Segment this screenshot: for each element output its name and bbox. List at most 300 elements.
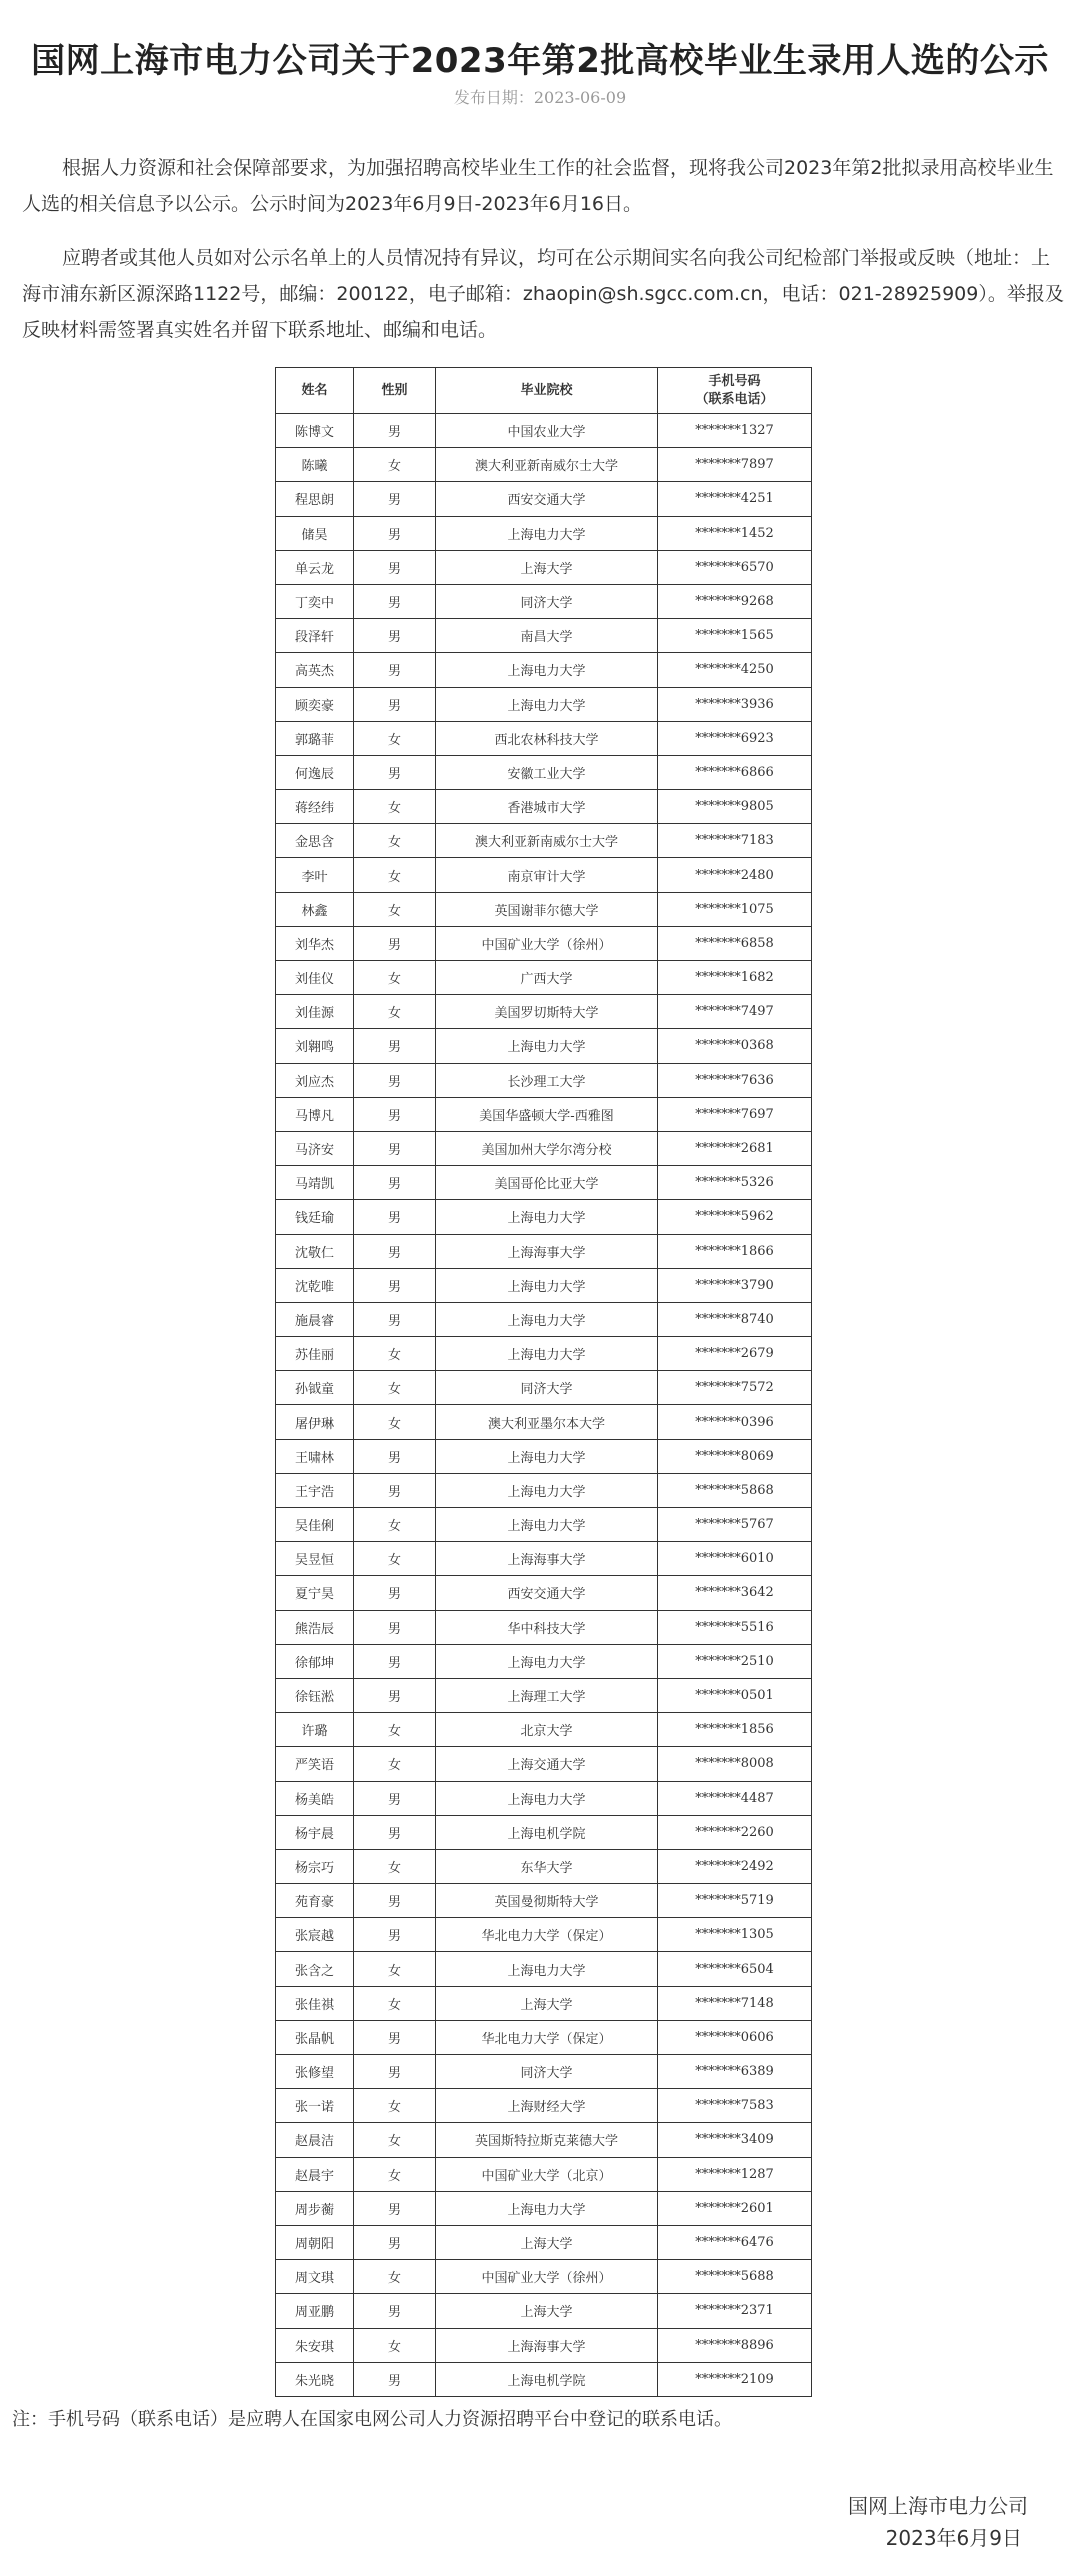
cell-name: 朱安琪: [276, 2328, 354, 2362]
cell-name: 何逸辰: [276, 755, 354, 789]
cell-school: 上海电力大学: [436, 516, 658, 550]
cell-gender: 男: [354, 755, 436, 789]
cell-school: 中国矿业大学（徐州）: [436, 2260, 658, 2294]
cell-gender: 女: [354, 1405, 436, 1439]
cell-gender: 男: [354, 1678, 436, 1712]
cell-name: 许璐: [276, 1713, 354, 1747]
intro-paragraph-2: 应聘者或其他人员如对公示名单上的人员情况持有异议，均可在公示期间实名向我公司纪检部门举报或反映（地址：上海市浦东新区源深路1122号，邮编：200122，电子邮箱：zhaopin@sh.sgcc.com.cn，电话：021-28925909）。举报及反映材料需签署真实姓名并留下联系地址、邮编和电话。: [22, 247, 1064, 341]
cell-gender: 男: [354, 1302, 436, 1336]
cell-gender: 男: [354, 584, 436, 618]
cell-school: 上海电力大学: [436, 1644, 658, 1678]
cell-phone: *******6504: [658, 1952, 812, 1986]
cell-name: 张修望: [276, 2055, 354, 2089]
cell-gender: 女: [354, 2123, 436, 2157]
cell-school: 上海电力大学: [436, 653, 658, 687]
cell-school: 上海电力大学: [436, 1439, 658, 1473]
cell-gender: 女: [354, 2328, 436, 2362]
cell-phone: *******8740: [658, 1302, 812, 1336]
cell-phone: *******1856: [658, 1713, 812, 1747]
table-row: [276, 858, 812, 892]
cell-phone: *******7636: [658, 1063, 812, 1097]
table-row: [276, 2260, 812, 2294]
cell-school: 上海电力大学: [436, 1029, 658, 1063]
cell-name: 张晶帆: [276, 2020, 354, 2054]
cell-phone: *******2260: [658, 1815, 812, 1849]
cell-name: 周亚鹏: [276, 2294, 354, 2328]
cell-phone: *******2480: [658, 858, 812, 892]
cell-school: 西安交通大学: [436, 1576, 658, 1610]
cell-gender: 男: [354, 1200, 436, 1234]
cell-name: 单云龙: [276, 550, 354, 584]
cell-name: 郭璐菲: [276, 721, 354, 755]
table-row: [276, 1439, 812, 1473]
cell-school: 长沙理工大学: [436, 1063, 658, 1097]
cell-phone: *******1682: [658, 961, 812, 995]
cell-gender: 男: [354, 1918, 436, 1952]
cell-school: 上海大学: [436, 2225, 658, 2259]
cell-gender: 女: [354, 961, 436, 995]
cell-gender: 男: [354, 550, 436, 584]
cell-name: 张佳祺: [276, 1986, 354, 2020]
table-row: [276, 2294, 812, 2328]
cell-gender: 男: [354, 1781, 436, 1815]
intro-paragraph-1: 根据人力资源和社会保障部要求，为加强招聘高校毕业生工作的社会监督，现将我公司2023年第2批拟录用高校毕业生人选的相关信息予以公示。公示时间为2023年6月9日-2023年6月16日。: [22, 157, 1054, 215]
cell-phone: *******8896: [658, 2328, 812, 2362]
cell-gender: 男: [354, 2020, 436, 2054]
table-row: [276, 755, 812, 789]
cell-name: 熊浩辰: [276, 1610, 354, 1644]
cell-phone: *******1452: [658, 516, 812, 550]
cell-phone: *******3790: [658, 1268, 812, 1302]
cell-name: 刘翱鸣: [276, 1029, 354, 1063]
cell-name: 金思含: [276, 824, 354, 858]
table-row: [276, 1473, 812, 1507]
cell-phone: *******7572: [658, 1371, 812, 1405]
table-row: [276, 1337, 812, 1371]
cell-phone: *******4250: [658, 653, 812, 687]
cell-gender: 男: [354, 687, 436, 721]
table-row: [276, 619, 812, 653]
table-row: [276, 1781, 812, 1815]
table-row: [276, 1918, 812, 1952]
table-row: [276, 1542, 812, 1576]
table-row: [276, 926, 812, 960]
publish-date: [0, 85, 1080, 108]
cell-phone: *******1305: [658, 1918, 812, 1952]
cell-phone: *******2510: [658, 1644, 812, 1678]
cell-name: 屠伊琳: [276, 1405, 354, 1439]
footer-organization: 国网上海市电力公司: [848, 2494, 1028, 2518]
cell-gender: 男: [354, 1097, 436, 1131]
cell-name: 储昊: [276, 516, 354, 550]
header-phone: [658, 368, 812, 414]
roster-table-body: [276, 414, 812, 2397]
cell-school: 英国曼彻斯特大学: [436, 1884, 658, 1918]
cell-phone: *******1075: [658, 892, 812, 926]
cell-school: 香港城市大学: [436, 790, 658, 824]
cell-school: 同济大学: [436, 584, 658, 618]
table-row: [276, 1234, 812, 1268]
table-row: [276, 1097, 812, 1131]
header-name: 姓名: [276, 368, 354, 414]
cell-school: 上海大学: [436, 2294, 658, 2328]
cell-gender: 女: [354, 1508, 436, 1542]
cell-school: 美国华盛顿大学-西雅图: [436, 1097, 658, 1131]
table-row: [276, 1200, 812, 1234]
cell-phone: *******2601: [658, 2191, 812, 2225]
cell-phone: *******3409: [658, 2123, 812, 2157]
cell-school: 西北农林科技大学: [436, 721, 658, 755]
table-row: [276, 824, 812, 858]
cell-name: 孙钺童: [276, 1371, 354, 1405]
footnote: 注：手机号码（联系电话）是应聘人在国家电网公司人力资源招聘平台中登记的联系电话。: [12, 2409, 732, 2430]
cell-phone: *******0606: [658, 2020, 812, 2054]
cell-phone: *******9268: [658, 584, 812, 618]
cell-gender: 男: [354, 2294, 436, 2328]
table-row: [276, 1986, 812, 2020]
cell-name: 吴昱恒: [276, 1542, 354, 1576]
table-row: [276, 721, 812, 755]
cell-gender: 男: [354, 1063, 436, 1097]
cell-name: 王啸林: [276, 1439, 354, 1473]
cell-gender: 女: [354, 1713, 436, 1747]
cell-phone: *******5767: [658, 1508, 812, 1542]
cell-gender: 男: [354, 926, 436, 960]
cell-name: 吴佳俐: [276, 1508, 354, 1542]
cell-name: 苑育豪: [276, 1884, 354, 1918]
cell-gender: 男: [354, 1610, 436, 1644]
cell-name: 徐钰淞: [276, 1678, 354, 1712]
cell-phone: *******1565: [658, 619, 812, 653]
cell-school: 上海电力大学: [436, 1200, 658, 1234]
cell-phone: *******5326: [658, 1166, 812, 1200]
cell-name: 沈敬仁: [276, 1234, 354, 1268]
cell-gender: 女: [354, 1849, 436, 1883]
cell-name: 钱廷瑜: [276, 1200, 354, 1234]
header-phone-line2: （联系电话）: [695, 391, 774, 407]
table-row: [276, 2089, 812, 2123]
cell-school: 南京审计大学: [436, 858, 658, 892]
cell-name: 陈曦: [276, 448, 354, 482]
cell-phone: *******6010: [658, 1542, 812, 1576]
cell-school: 澳大利亚墨尔本大学: [436, 1405, 658, 1439]
cell-school: 东华大学: [436, 1849, 658, 1883]
cell-phone: *******8008: [658, 1747, 812, 1781]
table-row: [276, 1952, 812, 1986]
cell-name: 严笑语: [276, 1747, 354, 1781]
cell-school: 西安交通大学: [436, 482, 658, 516]
cell-phone: *******3642: [658, 1576, 812, 1610]
cell-gender: 男: [354, 653, 436, 687]
table-row: [276, 1713, 812, 1747]
cell-name: 沈乾唯: [276, 1268, 354, 1302]
table-row: [276, 1644, 812, 1678]
cell-school: 上海交通大学: [436, 1747, 658, 1781]
cell-name: 赵晨洁: [276, 2123, 354, 2157]
cell-school: 上海海事大学: [436, 2328, 658, 2362]
cell-school: 同济大学: [436, 1371, 658, 1405]
cell-gender: 男: [354, 619, 436, 653]
table-row: [276, 2328, 812, 2362]
cell-gender: 男: [354, 1439, 436, 1473]
cell-phone: *******7897: [658, 448, 812, 482]
table-row: [276, 550, 812, 584]
roster-table-container: [275, 367, 811, 2397]
cell-phone: *******1866: [658, 1234, 812, 1268]
cell-name: 段泽轩: [276, 619, 354, 653]
cell-school: 上海财经大学: [436, 2089, 658, 2123]
cell-phone: *******0368: [658, 1029, 812, 1063]
cell-gender: 男: [354, 1268, 436, 1302]
publish-date-label: 发布日期：: [453, 88, 534, 107]
cell-school: 澳大利亚新南威尔士大学: [436, 824, 658, 858]
cell-phone: *******4251: [658, 482, 812, 516]
cell-name: 刘应杰: [276, 1063, 354, 1097]
cell-phone: *******9805: [658, 790, 812, 824]
table-row: [276, 1166, 812, 1200]
cell-phone: *******4487: [658, 1781, 812, 1815]
cell-name: 苏佳丽: [276, 1337, 354, 1371]
cell-phone: *******2681: [658, 1131, 812, 1165]
cell-name: 丁奕中: [276, 584, 354, 618]
cell-gender: 男: [354, 1884, 436, 1918]
cell-school: 美国哥伦比亚大学: [436, 1166, 658, 1200]
cell-phone: *******2679: [658, 1337, 812, 1371]
cell-gender: 女: [354, 1337, 436, 1371]
cell-phone: *******6923: [658, 721, 812, 755]
cell-gender: 男: [354, 516, 436, 550]
cell-phone: *******7497: [658, 995, 812, 1029]
header-phone-line1: 手机号码: [708, 373, 761, 389]
cell-name: 杨美皓: [276, 1781, 354, 1815]
cell-school: 华中科技大学: [436, 1610, 658, 1644]
table-row: [276, 1576, 812, 1610]
table-row: [276, 1371, 812, 1405]
header-school: 毕业院校: [436, 368, 658, 414]
table-row: [276, 653, 812, 687]
cell-school: 华北电力大学（保定）: [436, 2020, 658, 2054]
table-header-row: [276, 368, 812, 414]
cell-phone: *******7183: [658, 824, 812, 858]
cell-gender: 男: [354, 1131, 436, 1165]
cell-school: 中国矿业大学（徐州）: [436, 926, 658, 960]
cell-gender: 女: [354, 790, 436, 824]
cell-gender: 女: [354, 1371, 436, 1405]
cell-school: 安徽工业大学: [436, 755, 658, 789]
cell-gender: 男: [354, 1576, 436, 1610]
cell-name: 周文琪: [276, 2260, 354, 2294]
cell-phone: *******7148: [658, 1986, 812, 2020]
cell-school: 上海电力大学: [436, 687, 658, 721]
cell-gender: 男: [354, 1473, 436, 1507]
publish-date-value: 2023-06-09: [533, 88, 627, 107]
cell-phone: *******7583: [658, 2089, 812, 2123]
cell-phone: *******3936: [658, 687, 812, 721]
cell-gender: 女: [354, 995, 436, 1029]
table-row: [276, 892, 812, 926]
cell-name: 徐郁坤: [276, 1644, 354, 1678]
table-row: [276, 2225, 812, 2259]
table-row: [276, 2362, 812, 2396]
cell-school: 同济大学: [436, 2055, 658, 2089]
cell-phone: *******6570: [658, 550, 812, 584]
cell-name: 朱光晓: [276, 2362, 354, 2396]
cell-phone: *******6389: [658, 2055, 812, 2089]
table-row: [276, 1302, 812, 1336]
cell-phone: *******5516: [658, 1610, 812, 1644]
cell-name: 程思朗: [276, 482, 354, 516]
table-row: [276, 1131, 812, 1165]
cell-school: 英国谢菲尔德大学: [436, 892, 658, 926]
cell-phone: *******1287: [658, 2157, 812, 2191]
table-row: [276, 1610, 812, 1644]
cell-school: 中国矿业大学（北京）: [436, 2157, 658, 2191]
cell-phone: *******2109: [658, 2362, 812, 2396]
table-row: [276, 1884, 812, 1918]
cell-gender: 女: [354, 448, 436, 482]
cell-gender: 女: [354, 1542, 436, 1576]
cell-school: 南昌大学: [436, 619, 658, 653]
cell-school: 上海大学: [436, 1986, 658, 2020]
cell-gender: 女: [354, 721, 436, 755]
table-row: [276, 1849, 812, 1883]
cell-phone: *******5688: [658, 2260, 812, 2294]
cell-phone: *******5868: [658, 1473, 812, 1507]
cell-school: 上海电力大学: [436, 1952, 658, 1986]
cell-school: 上海海事大学: [436, 1234, 658, 1268]
table-row: [276, 2157, 812, 2191]
table-row: [276, 1268, 812, 1302]
cell-school: 中国农业大学: [436, 414, 658, 448]
cell-school: 美国加州大学尔湾分校: [436, 1131, 658, 1165]
cell-name: 张宸越: [276, 1918, 354, 1952]
table-row: [276, 516, 812, 550]
table-row: [276, 584, 812, 618]
cell-school: 美国罗切斯特大学: [436, 995, 658, 1029]
cell-gender: 男: [354, 1029, 436, 1063]
table-row: [276, 961, 812, 995]
cell-gender: 男: [354, 2055, 436, 2089]
table-row: [276, 2191, 812, 2225]
table-row: [276, 2123, 812, 2157]
cell-school: 上海电力大学: [436, 1473, 658, 1507]
cell-name: 林鑫: [276, 892, 354, 926]
cell-phone: *******2492: [658, 1849, 812, 1883]
cell-school: 上海电力大学: [436, 1268, 658, 1302]
cell-gender: 女: [354, 2157, 436, 2191]
cell-gender: 女: [354, 892, 436, 926]
cell-gender: 男: [354, 1234, 436, 1268]
cell-name: 杨宗巧: [276, 1849, 354, 1883]
table-row: [276, 1405, 812, 1439]
cell-gender: 男: [354, 1815, 436, 1849]
cell-school: 上海电力大学: [436, 2191, 658, 2225]
cell-gender: 女: [354, 2260, 436, 2294]
cell-school: 上海海事大学: [436, 1542, 658, 1576]
cell-phone: *******8069: [658, 1439, 812, 1473]
cell-school: 上海电力大学: [436, 1302, 658, 1336]
header-gender: 性别: [354, 368, 436, 414]
table-row: [276, 1508, 812, 1542]
cell-school: 英国斯特拉斯克莱德大学: [436, 2123, 658, 2157]
cell-school: 北京大学: [436, 1713, 658, 1747]
cell-name: 张一诺: [276, 2089, 354, 2123]
table-row: [276, 448, 812, 482]
cell-phone: *******2371: [658, 2294, 812, 2328]
cell-gender: 女: [354, 858, 436, 892]
cell-name: 施晨睿: [276, 1302, 354, 1336]
table-row: [276, 2055, 812, 2089]
footer-date: 2023年6月9日: [885, 2526, 1022, 2550]
page-title: 国网上海市电力公司关于2023年第2批高校毕业生录用人选的公示: [31, 40, 1049, 81]
cell-name: 陈博文: [276, 414, 354, 448]
table-row: [276, 482, 812, 516]
cell-name: 马济安: [276, 1131, 354, 1165]
cell-gender: 男: [354, 2362, 436, 2396]
cell-phone: *******6858: [658, 926, 812, 960]
cell-gender: 女: [354, 1986, 436, 2020]
cell-school: 上海大学: [436, 550, 658, 584]
cell-name: 蒋经纬: [276, 790, 354, 824]
table-row: [276, 1747, 812, 1781]
cell-name: 顾奕豪: [276, 687, 354, 721]
cell-name: 高英杰: [276, 653, 354, 687]
table-row: [276, 790, 812, 824]
cell-gender: 女: [354, 1952, 436, 1986]
cell-school: 广西大学: [436, 961, 658, 995]
cell-gender: 男: [354, 1166, 436, 1200]
cell-phone: *******7697: [658, 1097, 812, 1131]
cell-school: 华北电力大学（保定）: [436, 1918, 658, 1952]
cell-school: 上海理工大学: [436, 1678, 658, 1712]
cell-name: 张含之: [276, 1952, 354, 1986]
cell-name: 杨宇晨: [276, 1815, 354, 1849]
cell-phone: *******5962: [658, 1200, 812, 1234]
cell-school: 上海电力大学: [436, 1508, 658, 1542]
cell-phone: *******0501: [658, 1678, 812, 1712]
cell-school: 上海电机学院: [436, 1815, 658, 1849]
cell-phone: *******0396: [658, 1405, 812, 1439]
cell-school: 上海电机学院: [436, 2362, 658, 2396]
cell-gender: 男: [354, 414, 436, 448]
cell-name: 赵晨宇: [276, 2157, 354, 2191]
table-row: [276, 1029, 812, 1063]
roster-table: [275, 367, 812, 2397]
cell-phone: *******5719: [658, 1884, 812, 1918]
cell-name: 夏宁昊: [276, 1576, 354, 1610]
cell-school: 澳大利亚新南威尔士大学: [436, 448, 658, 482]
cell-gender: 男: [354, 2191, 436, 2225]
table-row: [276, 2020, 812, 2054]
cell-name: 马博凡: [276, 1097, 354, 1131]
cell-phone: *******6866: [658, 755, 812, 789]
table-row: [276, 995, 812, 1029]
cell-gender: 女: [354, 824, 436, 858]
cell-name: 周朝阳: [276, 2225, 354, 2259]
table-row: [276, 1063, 812, 1097]
cell-name: 李叶: [276, 858, 354, 892]
cell-phone: *******1327: [658, 414, 812, 448]
cell-school: 上海电力大学: [436, 1781, 658, 1815]
cell-name: 刘佳源: [276, 995, 354, 1029]
cell-name: 刘佳仪: [276, 961, 354, 995]
cell-school: 上海电力大学: [436, 1337, 658, 1371]
cell-gender: 女: [354, 2089, 436, 2123]
table-row: [276, 414, 812, 448]
cell-gender: 男: [354, 482, 436, 516]
cell-name: 周步蘅: [276, 2191, 354, 2225]
cell-gender: 男: [354, 1644, 436, 1678]
